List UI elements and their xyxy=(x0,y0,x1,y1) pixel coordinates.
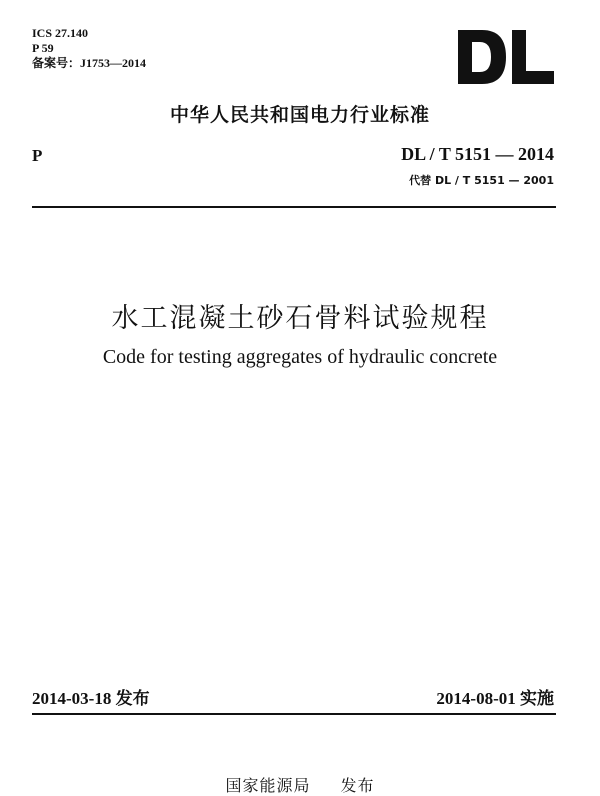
bottom-divider xyxy=(32,713,556,715)
publisher-name: 国家能源局 xyxy=(225,776,311,795)
top-divider xyxy=(32,206,556,208)
category-code: P xyxy=(32,146,43,165)
ccs-code: P 59 xyxy=(32,41,54,55)
issuer-title: 中华人民共和国电力行业标准 xyxy=(169,104,430,126)
document-title-english: Code for testing aggregates of hydraulic concrete xyxy=(102,346,498,368)
dl-logo-icon xyxy=(456,28,556,86)
publisher-line xyxy=(0,773,600,796)
dl-logo xyxy=(456,28,556,86)
ics-code: ICS 27.140 xyxy=(32,26,89,40)
document-title-chinese: 水工混凝土砂石骨料试验规程 xyxy=(111,303,489,334)
classification-block xyxy=(32,26,146,71)
filing-number: 备案号：J1753—2014 xyxy=(32,56,147,70)
standard-number: DL / T 5151 — 2014 xyxy=(401,144,554,164)
replaces-standard: 代替 DL / T 5151 — 2001 xyxy=(409,174,554,187)
implementation-date: 2014-08-01 实施 xyxy=(436,689,554,708)
publisher-action: 发布 xyxy=(340,776,375,795)
issue-date: 2014-03-18 发布 xyxy=(32,689,150,708)
